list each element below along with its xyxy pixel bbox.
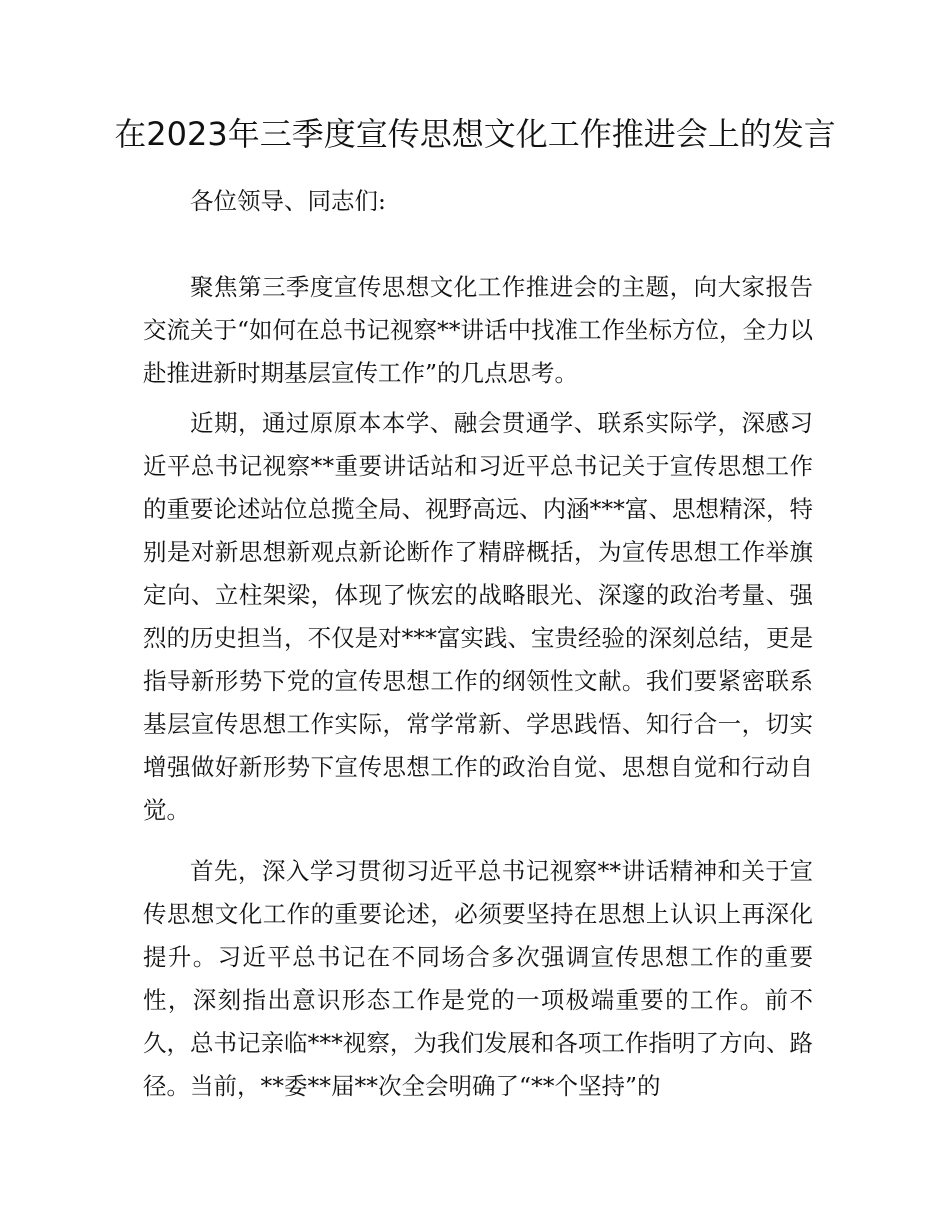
document-title: 在2023年三季度宣传思想文化工作推进会上的发言 [114, 115, 836, 153]
paragraph-text: 聚焦第三季度宣传思想文化工作推进会的主题，向大家报告交流关于“如何在总书记视察**讲话中找准工作坐标方位，全力以赴推进新时期基层宣传工作”的几点思考。 [143, 273, 814, 387]
greeting-paragraph [143, 180, 813, 223]
paragraph-text: 首先，深入学习贯彻习近平总书记视察**讲话精神和关于宣传思想文化工作的重要论述，必须要坚持在思想上认识上再深化提升。习近平总书记在不同场合多次强调宣传思想工作的重要性，深刻指出意识形态工作是党的一项极端重要的工作。前不久，总书记亲临***视察，为我们发展和各项工作指明了方向、路径。当前，**委**届**次全会明确了“**个坚持”的 [143, 857, 813, 1100]
paragraph-1 [143, 266, 813, 395]
paragraph-3 [143, 850, 813, 1108]
paragraph-text: 近期，通过原原本本学、融会贯通学、联系实际学，深感习近平总书记视察**重要讲话站和习近平总书记关于宣传思想工作的重要论述站位总揽全局、视野高远、内涵***富、思想精深，特别是对新思想新观点新论断作了精辟概括，为宣传思想工作举旗定向、立柱架梁，体现了恢宏的战略眼光、深邃的政治考量、强烈的历史担当，不仅是对***富实践、宝贵经验的深刻总结，更是指导新形势下党的宣传思想工作的纲领性文献。我们要紧密联系基层宣传思想工作实际，常学常新、学思践悟、知行合一，切实增强做好新形势下宣传思想工作的政治自觉、思想自觉和行动自觉。 [143, 409, 813, 824]
greeting-text: 各位领导、同志们: [190, 187, 386, 215]
paragraph-2 [143, 402, 813, 832]
